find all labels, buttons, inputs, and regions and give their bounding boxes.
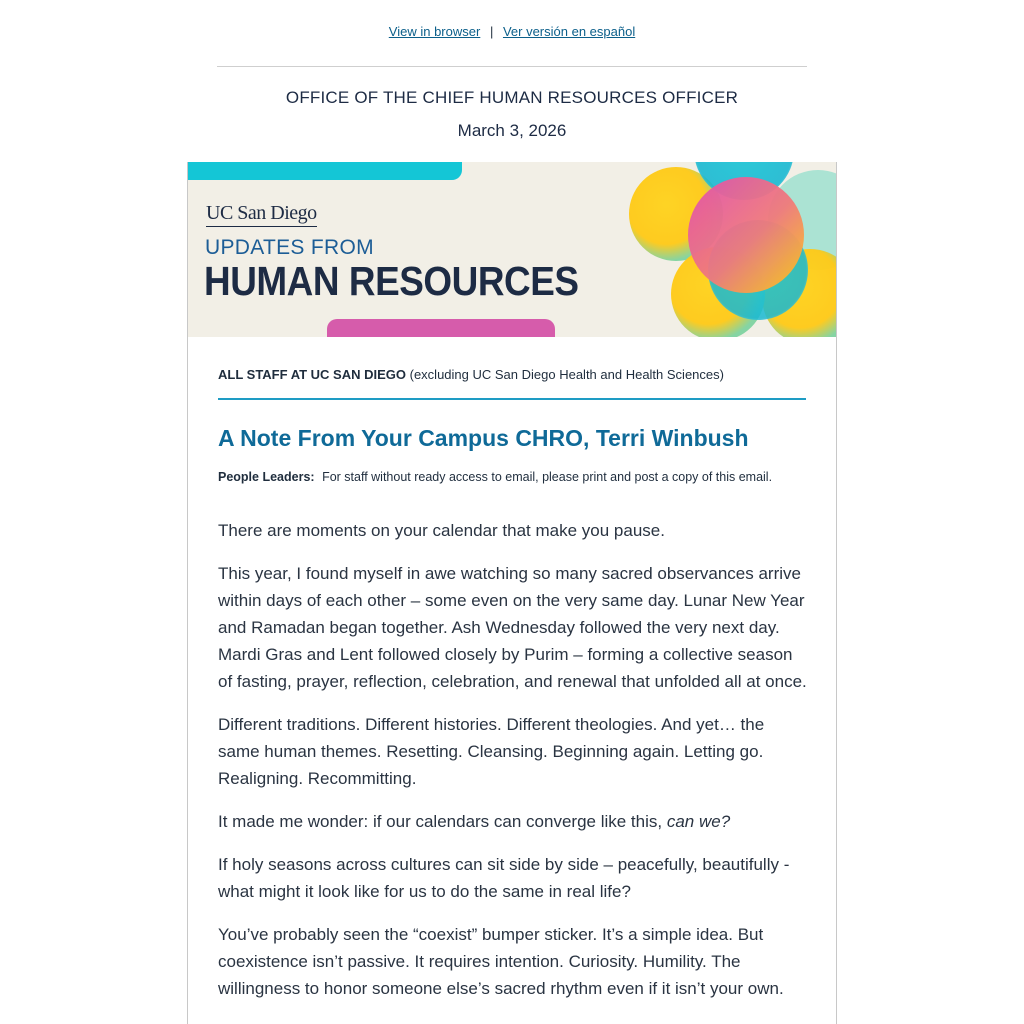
body-paragraph-4-emphasis: can we? xyxy=(666,812,731,831)
decorative-circles-graphic xyxy=(618,162,836,337)
body-paragraph-3: Different traditions. Different histories. Different theologies. And yet… the same human themes. Resetting. Cleansing. Beginning again. Letting go. Realigning. Recommitting. xyxy=(218,715,765,788)
body-paragraph-4-text: It made me wonder: if our calendars can converge like this, xyxy=(218,812,667,831)
audience-bold: ALL STAFF AT UC SAN DIEGO xyxy=(218,367,407,382)
body-paragraph-1: There are moments on your calendar that make you pause. xyxy=(218,521,665,540)
people-leaders-note xyxy=(218,469,798,485)
hr-banner xyxy=(188,162,836,337)
body-paragraph-5: If holy seasons across cultures can sit side by side – peacefully, beautifully - what might it look like for us to do the same in real life? xyxy=(218,855,790,901)
body-paragraph-2: This year, I found myself in awe watching so many sacred observances arrive within days of each other – some even on the very same day. Lunar New Year and Ramadan began together. Ash Wednesday followed the very next day. Mardi Gras and Lent followed closely by Purim – forming a collective season of fasting, prayer, reflection, celebration, and renewal that unfolded all at once. xyxy=(218,564,807,691)
uc-san-diego-logo: UC San Diego xyxy=(206,202,317,227)
audience-rest: (excluding UC San Diego Health and Health Sciences) xyxy=(406,367,724,382)
article-body xyxy=(218,517,808,1018)
email-date: March 3, 2026 xyxy=(457,121,567,140)
body-paragraph-4 xyxy=(218,808,808,835)
body-paragraph-6: You’ve probably seen the “coexist” bumper sticker. It’s a simple idea. But coexistence isn’t passive. It requires intention. Curiosity. Humility. The willingness to honor someone else’s sacred rhythm even if it isn’t your own. xyxy=(218,925,784,998)
audience-line xyxy=(218,367,808,382)
link-separator: | xyxy=(489,24,494,39)
view-in-browser-link[interactable]: View in browser xyxy=(388,24,481,39)
people-leaders-text: For staff without ready access to email, please print and post a copy of this email. xyxy=(322,470,773,484)
banner-magenta-tab xyxy=(327,319,555,337)
audience-divider xyxy=(218,398,806,400)
banner-cyan-tab xyxy=(188,162,462,180)
office-title: OFFICE OF THE CHIEF HUMAN RESOURCES OFFICER xyxy=(285,88,739,107)
email-card xyxy=(187,162,837,1024)
header-links xyxy=(0,24,1024,39)
spanish-version-link[interactable]: Ver versión en español xyxy=(502,24,636,39)
magenta-circle-center xyxy=(688,177,804,293)
banner-updates-from: UPDATES FROM xyxy=(205,236,374,259)
people-leaders-label: People Leaders: xyxy=(218,470,315,484)
banner-title: HUMAN RESOURCES xyxy=(204,258,579,304)
header-divider xyxy=(217,66,807,67)
article-headline: A Note From Your Campus CHRO, Terri Winbush xyxy=(218,425,749,451)
